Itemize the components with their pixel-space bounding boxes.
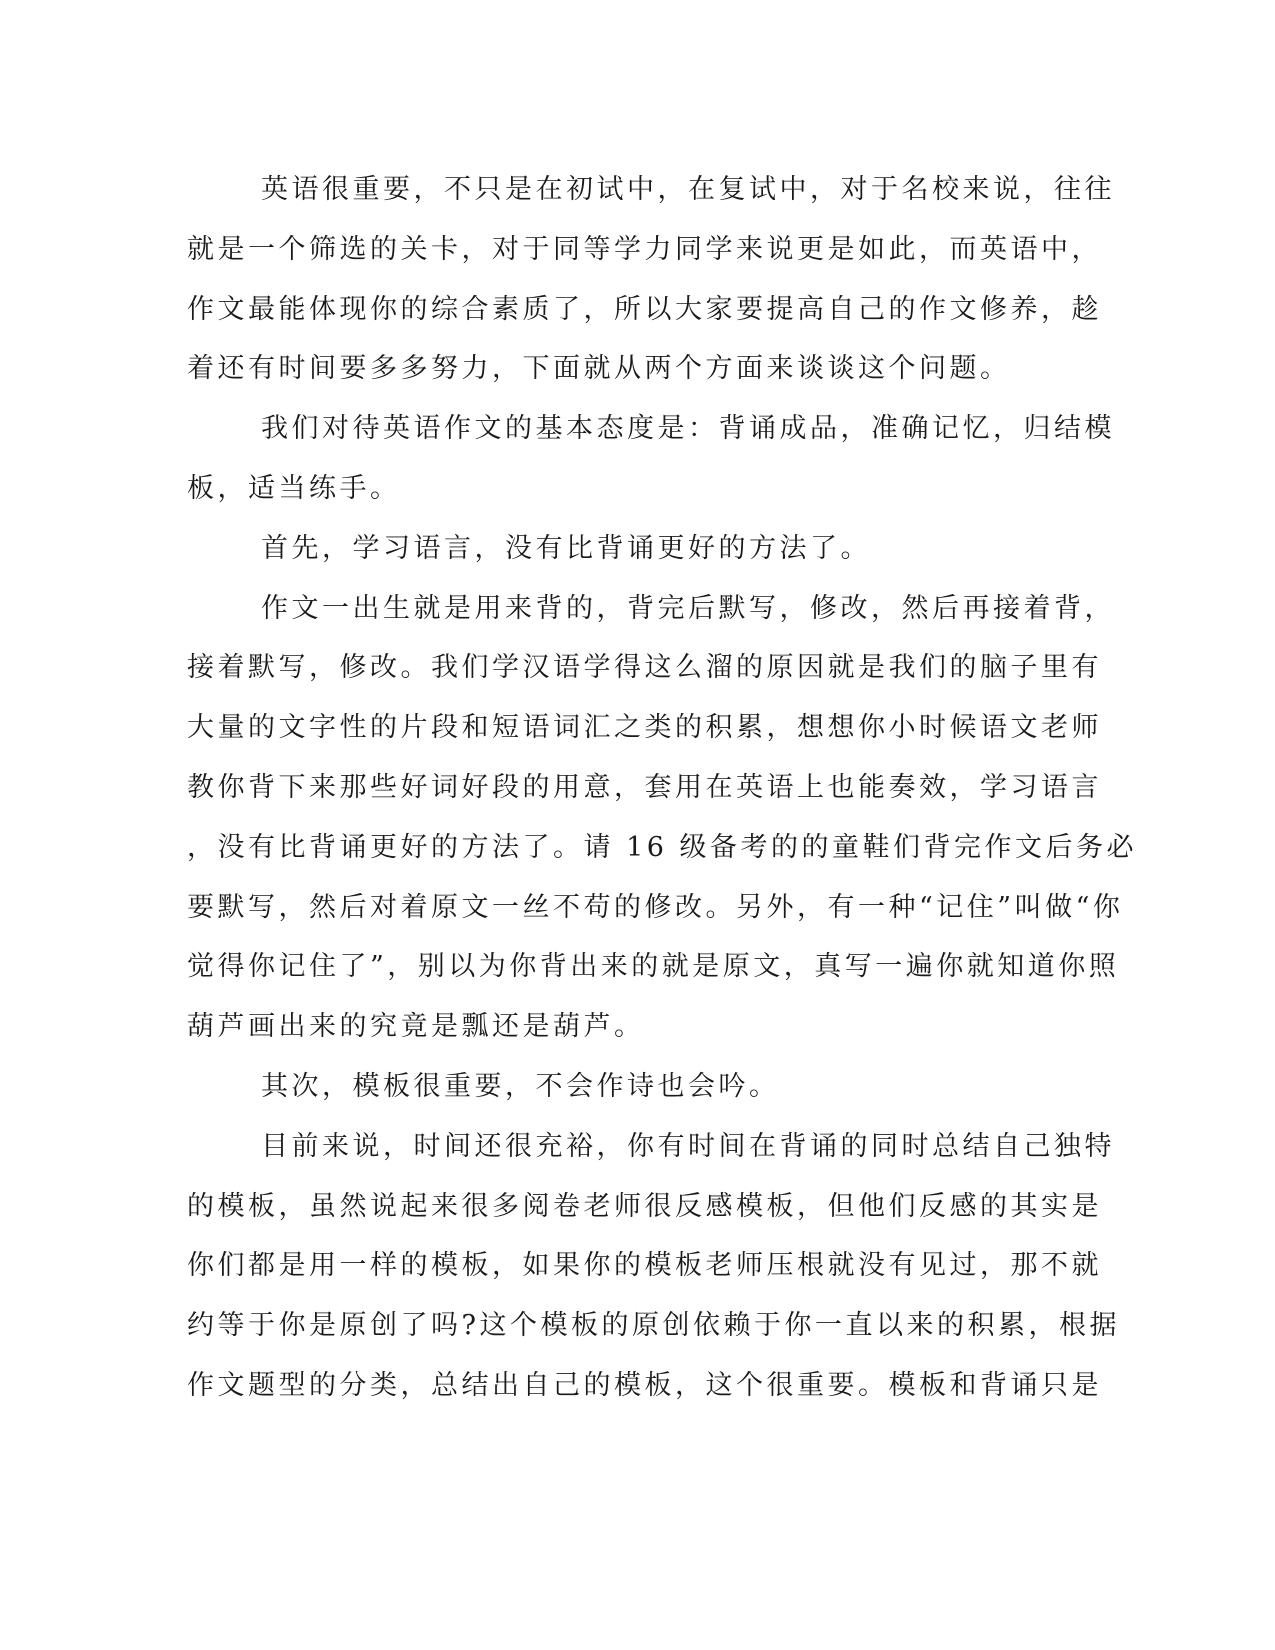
paragraph-4-line-1: 作文一出生就是用来背的，背完后默写，修改，然后再接着背， — [261, 592, 1115, 624]
paragraph-4-line-8: 葫芦画出来的究竟是瓢还是葫芦。 — [187, 1011, 645, 1043]
paragraph-4-line-7: 觉得你记住了”，别以为你背出来的就是原文，真写一遍你就知道你照 — [187, 951, 1120, 983]
paragraph-1-line-3: 作文最能体现你的综合素质了，所以大家要提高自己的作文修养，趁 — [187, 293, 1102, 325]
paragraph-4-line-6: 要默写，然后对着原文一丝不苟的修改。另外，有一种“记住”叫做“你 — [187, 891, 1124, 923]
paragraph-5-line-1: 其次，模板很重要，不会作诗也会吟。 — [261, 1070, 780, 1102]
paragraph-1-line-1: 英语很重要，不只是在初试中，在复试中，对于名校来说，往往 — [261, 174, 1115, 205]
document-body — [187, 160, 1138, 1416]
paragraph-6-line-1: 目前来说，时间还很充裕，你有时间在背诵的同时总结自己独特 — [261, 1130, 1115, 1162]
paragraph-1-line-4: 着还有时间要多多努力，下面就从两个方面来谈谈这个问题。 — [187, 353, 1011, 385]
paragraph-6-line-5: 作文题型的分类，总结出自己的模板，这个很重要。模板和背诵只是 — [187, 1369, 1102, 1401]
paragraph-6-line-4: 约等于你是原创了吗?这个模板的原创依赖于你一直以来的积累，根据 — [187, 1310, 1120, 1342]
paragraph-2-line-2: 板，适当练手。 — [187, 472, 401, 504]
paragraph-2-line-1: 我们对待英语作文的基本态度是：背诵成品，准确记忆，归结模 — [261, 413, 1115, 445]
paragraph-4-line-5: ，没有比背诵更好的方法了。请 16 级备考的的童鞋们背完作文后务必 — [187, 831, 1138, 863]
paragraph-4-line-3: 大量的文字性的片段和短语词汇之类的积累，想想你小时候语文老师 — [187, 712, 1102, 744]
paragraph-6-line-2: 的模板，虽然说起来很多阅卷老师很反感模板，但他们反感的其实是 — [187, 1190, 1102, 1222]
paragraph-3-line-1: 首先，学习语言，没有比背诵更好的方法了。 — [261, 532, 871, 564]
paragraph-4-line-2: 接着默写，修改。我们学汉语学得这么溜的原因就是我们的脑子里有 — [187, 652, 1102, 684]
paragraph-4-line-4: 教你背下来那些好词好段的用意，套用在英语上也能奏效，学习语言 — [187, 771, 1102, 803]
paragraph-6-line-3: 你们都是用一样的模板，如果你的模板老师压根就没有见过，那不就 — [187, 1250, 1102, 1282]
paragraph-1-line-2: 就是一个筛选的关卡，对于同等学力同学来说更是如此，而英语中， — [187, 233, 1102, 265]
